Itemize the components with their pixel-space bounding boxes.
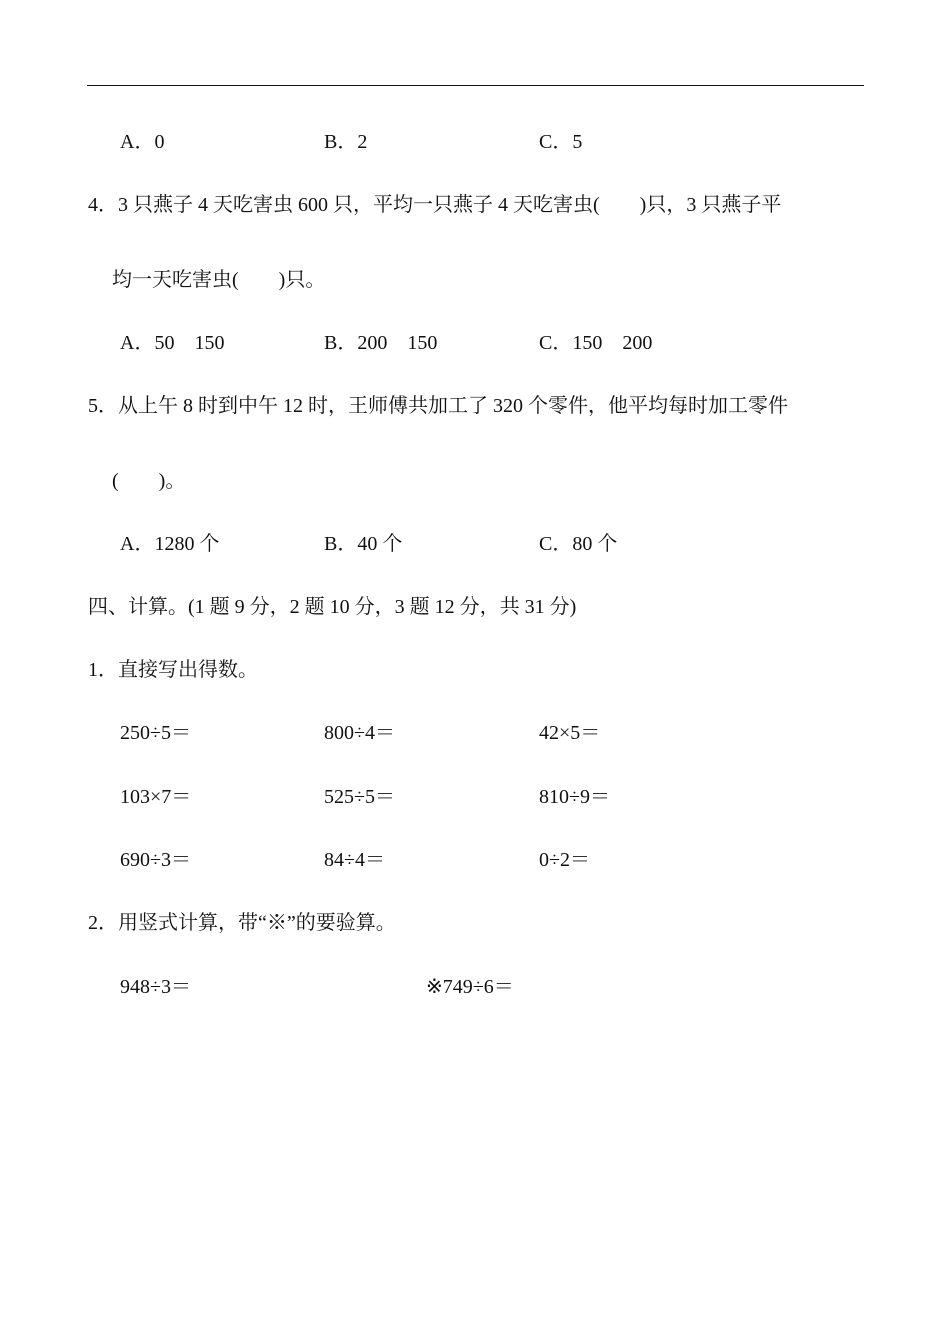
s4-q2-prompt: 2．用竖式计算，带“※”的要验算。 [88, 912, 396, 934]
q4-text-line1: 4．3 只燕子 4 天吃害虫 600 只，平均一只燕子 4 天吃害虫( )只，3 只燕子平 [88, 194, 782, 216]
q3-option-a[interactable]: A．0 [120, 131, 165, 153]
s4-q1-prompt: 1．直接写出得数。 [88, 659, 258, 681]
q5-option-c[interactable]: C．80 个 [539, 533, 618, 555]
q5-option-b[interactable]: B．40 个 [324, 533, 403, 555]
calc-item: 103×7＝ [120, 786, 192, 808]
calc-item: 84÷4＝ [324, 849, 385, 871]
calc-item: ※749÷6＝ [426, 976, 514, 998]
calc-item: 250÷5＝ [120, 722, 191, 744]
q3-option-c[interactable]: C．5 [539, 131, 583, 153]
section-4-heading: 四、计算。(1 题 9 分，2 题 10 分，3 题 12 分，共 31 分) [88, 596, 577, 618]
calc-item: 800÷4＝ [324, 722, 395, 744]
calc-item: 42×5＝ [539, 722, 601, 744]
q4-option-a[interactable]: A．50 150 [120, 332, 225, 354]
calc-item: 0÷2＝ [539, 849, 590, 871]
q4-option-b[interactable]: B．200 150 [324, 332, 438, 354]
calc-item: 525÷5＝ [324, 786, 395, 808]
q3-option-b[interactable]: B．2 [324, 131, 368, 153]
calc-item: 810÷9＝ [539, 786, 610, 808]
top-rule [87, 85, 864, 86]
calc-item: 690÷3＝ [120, 849, 191, 871]
q4-text-line2: 均一天吃害虫( )只。 [112, 269, 326, 291]
calc-item: 948÷3＝ [120, 976, 191, 998]
q5-option-a[interactable]: A．1280 个 [120, 533, 220, 555]
q5-text-line2: ( )。 [112, 470, 186, 492]
q5-text-line1: 5．从上午 8 时到中午 12 时，王师傅共加工了 320 个零件，他平均每时加工零件 [88, 395, 788, 417]
q4-option-c[interactable]: C．150 200 [539, 332, 653, 354]
